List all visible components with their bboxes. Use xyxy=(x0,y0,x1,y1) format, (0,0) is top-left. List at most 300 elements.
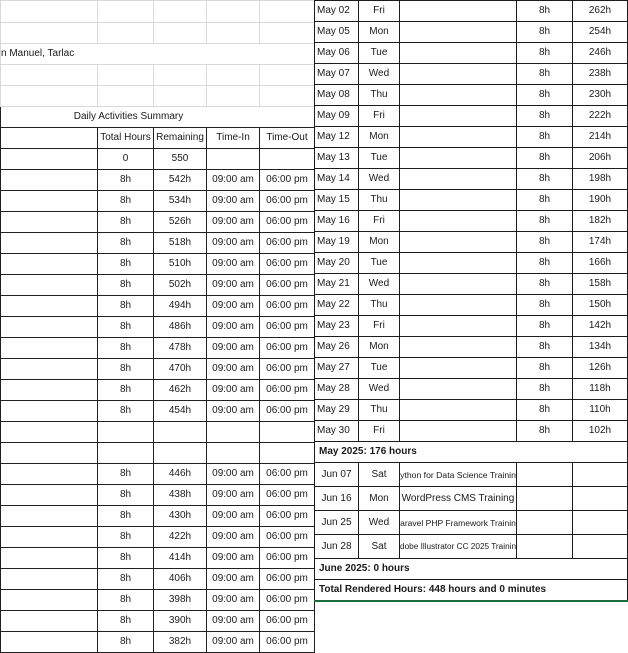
remaining-cell[interactable]: 230h xyxy=(573,85,628,106)
time-out-cell[interactable]: 06:00 pm xyxy=(260,506,315,527)
day-cell[interactable]: Mon xyxy=(359,127,400,148)
cell[interactable] xyxy=(154,86,207,107)
remaining-cell[interactable]: 246h xyxy=(573,43,628,64)
time-in-cell[interactable]: 09:00 am xyxy=(207,506,260,527)
day-cell[interactable]: Fri xyxy=(359,211,400,232)
remaining-cell[interactable]: 126h xyxy=(573,358,628,379)
summary-row xyxy=(1,275,315,296)
cell[interactable] xyxy=(1,443,98,464)
cell[interactable] xyxy=(1,317,98,338)
date-cell[interactable]: May 05 xyxy=(315,22,359,43)
cell[interactable] xyxy=(260,23,315,44)
hours-cell[interactable]: 8h xyxy=(517,337,573,358)
activity-cell[interactable] xyxy=(400,337,517,358)
activity-cell[interactable] xyxy=(400,232,517,253)
cell[interactable] xyxy=(260,86,315,107)
total-hours-cell[interactable]: 8h xyxy=(98,611,154,632)
activity-cell[interactable] xyxy=(400,379,517,400)
total-hours-cell[interactable]: 8h xyxy=(98,191,154,212)
remaining-cell[interactable]: 110h xyxy=(573,400,628,421)
may-row xyxy=(315,148,628,169)
cell[interactable] xyxy=(1,23,98,44)
time-out-cell[interactable]: 06:00 pm xyxy=(260,632,315,653)
summary-row xyxy=(1,506,315,527)
day-cell[interactable]: Tue xyxy=(359,358,400,379)
cell[interactable] xyxy=(1,548,98,569)
time-out-cell[interactable]: 06:00 pm xyxy=(260,254,315,275)
hours-cell[interactable]: 8h xyxy=(517,232,573,253)
time-out-cell[interactable]: 06:00 pm xyxy=(260,275,315,296)
time-out-cell[interactable]: 06:00 pm xyxy=(260,317,315,338)
total-hours-cell[interactable]: 8h xyxy=(98,590,154,611)
hours-cell[interactable]: 8h xyxy=(517,400,573,421)
date-cell[interactable]: May 06 xyxy=(315,43,359,64)
cell[interactable] xyxy=(1,464,98,485)
activity-cell[interactable] xyxy=(400,421,517,442)
hours-cell[interactable] xyxy=(517,487,573,511)
remaining-cell[interactable]: 510h xyxy=(154,254,207,275)
time-out-cell[interactable]: 06:00 pm xyxy=(260,338,315,359)
time-in-cell[interactable]: 09:00 am xyxy=(207,632,260,653)
time-in-cell[interactable]: 09:00 am xyxy=(207,296,260,317)
cell[interactable] xyxy=(154,443,207,464)
date-cell[interactable]: May 22 xyxy=(315,295,359,316)
time-out-cell[interactable]: 06:00 pm xyxy=(260,191,315,212)
activity-cell[interactable] xyxy=(400,400,517,421)
left-sheet-pane xyxy=(0,0,314,647)
day-cell[interactable]: Mon xyxy=(359,337,400,358)
time-in-cell[interactable]: 09:00 am xyxy=(207,233,260,254)
time-in-cell[interactable]: 09:00 am xyxy=(207,191,260,212)
cell[interactable] xyxy=(154,65,207,86)
day-cell[interactable]: Mon xyxy=(359,22,400,43)
cell[interactable] xyxy=(98,422,154,443)
day-cell[interactable]: Sat xyxy=(359,535,400,559)
cell[interactable] xyxy=(260,422,315,443)
remaining-cell[interactable]: 142h xyxy=(573,316,628,337)
date-cell[interactable]: May 29 xyxy=(315,400,359,421)
cell[interactable] xyxy=(1,590,98,611)
time-in-cell[interactable]: 09:00 am xyxy=(207,359,260,380)
date-cell[interactable]: May 26 xyxy=(315,337,359,358)
hours-cell[interactable]: 8h xyxy=(517,358,573,379)
remaining-cell[interactable]: 542h xyxy=(154,170,207,191)
cell[interactable] xyxy=(98,1,154,23)
activity-cell[interactable] xyxy=(400,295,517,316)
date-cell[interactable]: Jun 28 xyxy=(315,535,359,559)
cell[interactable] xyxy=(1,359,98,380)
cell[interactable] xyxy=(1,233,98,254)
remaining-cell[interactable]: 158h xyxy=(573,274,628,295)
summary-row xyxy=(1,527,315,548)
cell[interactable] xyxy=(1,296,98,317)
total-hours-cell[interactable]: 8h xyxy=(98,485,154,506)
remaining-cell[interactable]: 462h xyxy=(154,380,207,401)
time-in-cell[interactable]: 09:00 am xyxy=(207,611,260,632)
cell[interactable] xyxy=(207,443,260,464)
day-cell[interactable]: Thu xyxy=(359,190,400,211)
activity-cell[interactable]: aravel PHP Framework Trainin xyxy=(400,511,517,535)
location-cell[interactable]: n Manuel, Tarlac xyxy=(1,44,315,65)
remaining-cell[interactable]: 166h xyxy=(573,253,628,274)
remaining-cell[interactable]: 398h xyxy=(154,590,207,611)
remaining-cell[interactable]: 454h xyxy=(154,401,207,422)
remaining-cell[interactable]: 422h xyxy=(154,527,207,548)
time-in-cell[interactable]: 09:00 am xyxy=(207,527,260,548)
may-row xyxy=(315,400,628,421)
time-in-cell[interactable]: 09:00 am xyxy=(207,317,260,338)
cell[interactable] xyxy=(154,422,207,443)
remaining-cell[interactable]: 198h xyxy=(573,169,628,190)
day-cell[interactable]: Fri xyxy=(359,316,400,337)
date-cell[interactable]: May 15 xyxy=(315,190,359,211)
cell[interactable] xyxy=(260,1,315,23)
cell[interactable] xyxy=(1,275,98,296)
cell[interactable] xyxy=(1,191,98,212)
cell[interactable] xyxy=(98,443,154,464)
remaining-cell[interactable]: 134h xyxy=(573,337,628,358)
initial-remaining[interactable]: 550 xyxy=(154,149,207,170)
total-hours-cell[interactable]: 8h xyxy=(98,380,154,401)
cell[interactable] xyxy=(98,65,154,86)
activity-cell[interactable] xyxy=(400,127,517,148)
date-cell[interactable]: Jun 25 xyxy=(315,511,359,535)
day-cell[interactable]: Wed xyxy=(359,274,400,295)
may-row xyxy=(315,169,628,190)
remaining-cell[interactable] xyxy=(573,463,628,487)
activity-cell[interactable] xyxy=(400,358,517,379)
hours-cell[interactable] xyxy=(517,463,573,487)
time-out-cell[interactable]: 06:00 pm xyxy=(260,296,315,317)
date-cell[interactable]: May 30 xyxy=(315,421,359,442)
date-cell[interactable]: May 14 xyxy=(315,169,359,190)
total-hours-cell[interactable]: 8h xyxy=(98,338,154,359)
remaining-cell[interactable]: 382h xyxy=(154,632,207,653)
date-cell[interactable]: Jun 07 xyxy=(315,463,359,487)
day-cell[interactable]: Tue xyxy=(359,148,400,169)
june-row xyxy=(315,463,628,487)
activity-cell[interactable]: ython for Data Science Trainin xyxy=(400,463,517,487)
right-sheet-pane xyxy=(314,0,627,627)
activity-cell[interactable] xyxy=(400,253,517,274)
day-cell[interactable]: Tue xyxy=(359,43,400,64)
total-hours-cell[interactable]: 8h xyxy=(98,569,154,590)
total-hours-cell[interactable]: 8h xyxy=(98,296,154,317)
remaining-cell[interactable]: 214h xyxy=(573,127,628,148)
cell[interactable] xyxy=(207,1,260,23)
day-cell[interactable]: Tue xyxy=(359,253,400,274)
time-out-cell[interactable]: 06:00 pm xyxy=(260,359,315,380)
time-out-cell[interactable]: 06:00 pm xyxy=(260,170,315,191)
total-hours-cell[interactable]: 8h xyxy=(98,401,154,422)
activity-cell[interactable] xyxy=(400,64,517,85)
hours-cell[interactable]: 8h xyxy=(517,295,573,316)
remaining-cell[interactable]: 206h xyxy=(573,148,628,169)
time-out-cell[interactable]: 06:00 pm xyxy=(260,233,315,254)
day-cell[interactable]: Wed xyxy=(359,379,400,400)
summary-row xyxy=(1,569,315,590)
activity-cell[interactable] xyxy=(400,43,517,64)
cell[interactable] xyxy=(1,611,98,632)
summary-row xyxy=(1,170,315,191)
header-time-out[interactable]: Time-Out xyxy=(260,128,315,149)
may-row xyxy=(315,274,628,295)
cell[interactable] xyxy=(207,149,260,170)
summary-row xyxy=(1,548,315,569)
cell[interactable] xyxy=(1,65,98,86)
day-cell[interactable]: Wed xyxy=(359,169,400,190)
remaining-cell[interactable]: 518h xyxy=(154,233,207,254)
cell[interactable] xyxy=(1,527,98,548)
hours-cell[interactable] xyxy=(517,511,573,535)
total-hours-cell[interactable]: 8h xyxy=(98,233,154,254)
cell[interactable] xyxy=(1,338,98,359)
initial-total[interactable]: 0 xyxy=(98,149,154,170)
time-out-cell[interactable]: 06:00 pm xyxy=(260,527,315,548)
cell[interactable] xyxy=(1,170,98,191)
summary-row xyxy=(1,380,315,401)
summary-title[interactable]: Daily Activities Summary xyxy=(1,107,315,128)
date-cell[interactable]: May 07 xyxy=(315,64,359,85)
remaining-cell[interactable] xyxy=(573,535,628,559)
day-cell[interactable]: Thu xyxy=(359,85,400,106)
date-cell[interactable]: May 09 xyxy=(315,106,359,127)
hours-cell[interactable]: 8h xyxy=(517,64,573,85)
date-cell[interactable]: May 08 xyxy=(315,85,359,106)
header-time-in[interactable]: Time-In xyxy=(207,128,260,149)
time-in-cell[interactable]: 09:00 am xyxy=(207,590,260,611)
cell[interactable] xyxy=(260,149,315,170)
hours-cell[interactable]: 8h xyxy=(517,379,573,400)
june-summary[interactable]: June 2025: 0 hours xyxy=(315,559,628,580)
hours-cell[interactable]: 8h xyxy=(517,253,573,274)
cell[interactable] xyxy=(1,380,98,401)
cell[interactable] xyxy=(1,485,98,506)
remaining-cell[interactable]: 182h xyxy=(573,211,628,232)
may-summary[interactable]: May 2025: 176 hours xyxy=(315,442,628,463)
header-total-hours[interactable]: Total Hours xyxy=(98,128,154,149)
remaining-cell[interactable]: 534h xyxy=(154,191,207,212)
hours-cell[interactable]: 8h xyxy=(517,190,573,211)
hours-cell[interactable] xyxy=(517,535,573,559)
time-out-cell[interactable]: 06:00 pm xyxy=(260,569,315,590)
cell[interactable] xyxy=(1,212,98,233)
total-hours-cell[interactable]: 8h xyxy=(98,359,154,380)
time-in-cell[interactable]: 09:00 am xyxy=(207,464,260,485)
activity-cell[interactable] xyxy=(400,106,517,127)
day-cell[interactable]: Fri xyxy=(359,421,400,442)
remaining-cell[interactable]: 438h xyxy=(154,485,207,506)
time-out-cell[interactable]: 06:00 pm xyxy=(260,401,315,422)
remaining-cell[interactable]: 470h xyxy=(154,359,207,380)
may-row xyxy=(315,127,628,148)
total-hours-cell[interactable]: 8h xyxy=(98,170,154,191)
total-hours-cell[interactable]: 8h xyxy=(98,548,154,569)
may-row xyxy=(315,190,628,211)
hours-cell[interactable]: 8h xyxy=(517,316,573,337)
day-cell[interactable]: Fri xyxy=(359,1,400,22)
hours-cell[interactable]: 8h xyxy=(517,85,573,106)
time-in-cell[interactable]: 09:00 am xyxy=(207,548,260,569)
total-hours-cell[interactable]: 8h xyxy=(98,275,154,296)
day-cell[interactable]: Mon xyxy=(359,487,400,511)
time-in-cell[interactable]: 09:00 am xyxy=(207,401,260,422)
remaining-cell[interactable]: 118h xyxy=(573,379,628,400)
remaining-cell[interactable]: 174h xyxy=(573,232,628,253)
time-in-cell[interactable]: 09:00 am xyxy=(207,569,260,590)
total-hours-cell[interactable]: 8h xyxy=(98,254,154,275)
time-out-cell[interactable]: 06:00 pm xyxy=(260,485,315,506)
remaining-cell[interactable]: 262h xyxy=(573,1,628,22)
cell[interactable] xyxy=(98,23,154,44)
time-out-cell[interactable]: 06:00 pm xyxy=(260,380,315,401)
activity-cell[interactable] xyxy=(400,316,517,337)
cell[interactable] xyxy=(1,128,98,149)
date-cell[interactable]: Jun 16 xyxy=(315,487,359,511)
hours-cell[interactable]: 8h xyxy=(517,1,573,22)
time-in-cell[interactable]: 09:00 am xyxy=(207,170,260,191)
hours-cell[interactable]: 8h xyxy=(517,211,573,232)
cell[interactable] xyxy=(1,632,98,653)
remaining-cell[interactable]: 486h xyxy=(154,317,207,338)
cell[interactable] xyxy=(98,86,154,107)
cell[interactable] xyxy=(1,569,98,590)
day-cell[interactable]: Mon xyxy=(359,232,400,253)
remaining-cell[interactable]: 102h xyxy=(573,421,628,442)
date-cell[interactable]: May 28 xyxy=(315,379,359,400)
may-row xyxy=(315,1,628,22)
time-in-cell[interactable]: 09:00 am xyxy=(207,338,260,359)
cell[interactable] xyxy=(207,422,260,443)
may-row xyxy=(315,85,628,106)
time-in-cell[interactable]: 09:00 am xyxy=(207,485,260,506)
activity-cell[interactable] xyxy=(400,211,517,232)
day-cell[interactable]: Fri xyxy=(359,106,400,127)
hours-cell[interactable]: 8h xyxy=(517,148,573,169)
hours-cell[interactable]: 8h xyxy=(517,127,573,148)
date-cell[interactable]: May 20 xyxy=(315,253,359,274)
remaining-cell[interactable]: 222h xyxy=(573,106,628,127)
day-cell[interactable]: Thu xyxy=(359,295,400,316)
may-row xyxy=(315,316,628,337)
day-cell[interactable]: Thu xyxy=(359,400,400,421)
total-hours-cell[interactable]: 8h xyxy=(98,632,154,653)
total-hours-cell[interactable]: 8h xyxy=(98,464,154,485)
hours-cell[interactable]: 8h xyxy=(517,274,573,295)
date-cell[interactable]: May 13 xyxy=(315,148,359,169)
day-cell[interactable]: Sat xyxy=(359,463,400,487)
cell[interactable] xyxy=(207,65,260,86)
hours-cell[interactable]: 8h xyxy=(517,22,573,43)
remaining-cell[interactable]: 406h xyxy=(154,569,207,590)
remaining-cell[interactable]: 150h xyxy=(573,295,628,316)
activity-cell[interactable] xyxy=(400,190,517,211)
summary-row xyxy=(1,233,315,254)
remaining-cell[interactable]: 390h xyxy=(154,611,207,632)
total-rendered-hours[interactable]: Total Rendered Hours: 448 hours and 0 minutes xyxy=(315,580,628,602)
hours-cell[interactable]: 8h xyxy=(517,43,573,64)
total-hours-cell[interactable]: 8h xyxy=(98,212,154,233)
time-out-cell[interactable]: 06:00 pm xyxy=(260,590,315,611)
remaining-cell[interactable] xyxy=(573,511,628,535)
remaining-cell[interactable]: 238h xyxy=(573,64,628,85)
header-remaining[interactable]: Remaining xyxy=(154,128,207,149)
may-row xyxy=(315,358,628,379)
cell[interactable] xyxy=(154,1,207,23)
time-in-cell[interactable]: 09:00 am xyxy=(207,254,260,275)
remaining-cell[interactable] xyxy=(573,487,628,511)
time-out-cell[interactable]: 06:00 pm xyxy=(260,464,315,485)
date-cell[interactable]: May 02 xyxy=(315,1,359,22)
cell[interactable] xyxy=(1,86,98,107)
activity-cell[interactable] xyxy=(400,274,517,295)
cell[interactable] xyxy=(1,422,98,443)
remaining-cell[interactable]: 478h xyxy=(154,338,207,359)
day-cell[interactable]: Wed xyxy=(359,64,400,85)
remaining-cell[interactable]: 190h xyxy=(573,190,628,211)
summary-row xyxy=(1,254,315,275)
remaining-cell[interactable]: 254h xyxy=(573,22,628,43)
total-hours-cell[interactable]: 8h xyxy=(98,317,154,338)
hours-cell[interactable]: 8h xyxy=(517,169,573,190)
cell[interactable] xyxy=(1,1,98,23)
cell[interactable] xyxy=(260,65,315,86)
activity-cell[interactable] xyxy=(400,169,517,190)
time-in-cell[interactable]: 09:00 am xyxy=(207,275,260,296)
activity-cell[interactable]: dobe Illustrator CC 2025 Trainin xyxy=(400,535,517,559)
date-cell[interactable]: May 12 xyxy=(315,127,359,148)
day-cell[interactable]: Wed xyxy=(359,511,400,535)
remaining-cell[interactable]: 494h xyxy=(154,296,207,317)
cell[interactable] xyxy=(260,443,315,464)
remaining-cell[interactable]: 526h xyxy=(154,212,207,233)
activity-cell[interactable] xyxy=(400,22,517,43)
activity-cell[interactable] xyxy=(400,85,517,106)
time-out-cell[interactable]: 06:00 pm xyxy=(260,212,315,233)
cell[interactable] xyxy=(1,401,98,422)
date-cell[interactable]: May 16 xyxy=(315,211,359,232)
date-cell[interactable]: May 19 xyxy=(315,232,359,253)
total-hours-cell[interactable]: 8h xyxy=(98,506,154,527)
cell[interactable] xyxy=(1,149,98,170)
date-cell[interactable]: May 23 xyxy=(315,316,359,337)
remaining-cell[interactable]: 502h xyxy=(154,275,207,296)
cell[interactable] xyxy=(207,23,260,44)
remaining-cell[interactable]: 414h xyxy=(154,548,207,569)
cell[interactable] xyxy=(154,23,207,44)
time-in-cell[interactable]: 09:00 am xyxy=(207,212,260,233)
time-in-cell[interactable]: 09:00 am xyxy=(207,380,260,401)
summary-row xyxy=(1,359,315,380)
activity-cell[interactable] xyxy=(400,1,517,22)
hours-cell[interactable]: 8h xyxy=(517,421,573,442)
activity-cell[interactable]: WordPress CMS Training xyxy=(400,487,517,511)
cell[interactable] xyxy=(1,254,98,275)
hours-cell[interactable]: 8h xyxy=(517,106,573,127)
time-out-cell[interactable]: 06:00 pm xyxy=(260,548,315,569)
total-hours-cell[interactable]: 8h xyxy=(98,527,154,548)
remaining-cell[interactable]: 430h xyxy=(154,506,207,527)
remaining-cell[interactable]: 446h xyxy=(154,464,207,485)
may-row xyxy=(315,232,628,253)
summary-row xyxy=(1,338,315,359)
date-cell[interactable]: May 21 xyxy=(315,274,359,295)
cell[interactable] xyxy=(207,86,260,107)
time-out-cell[interactable]: 06:00 pm xyxy=(260,611,315,632)
activity-cell[interactable] xyxy=(400,148,517,169)
cell[interactable] xyxy=(1,506,98,527)
date-cell[interactable]: May 27 xyxy=(315,358,359,379)
